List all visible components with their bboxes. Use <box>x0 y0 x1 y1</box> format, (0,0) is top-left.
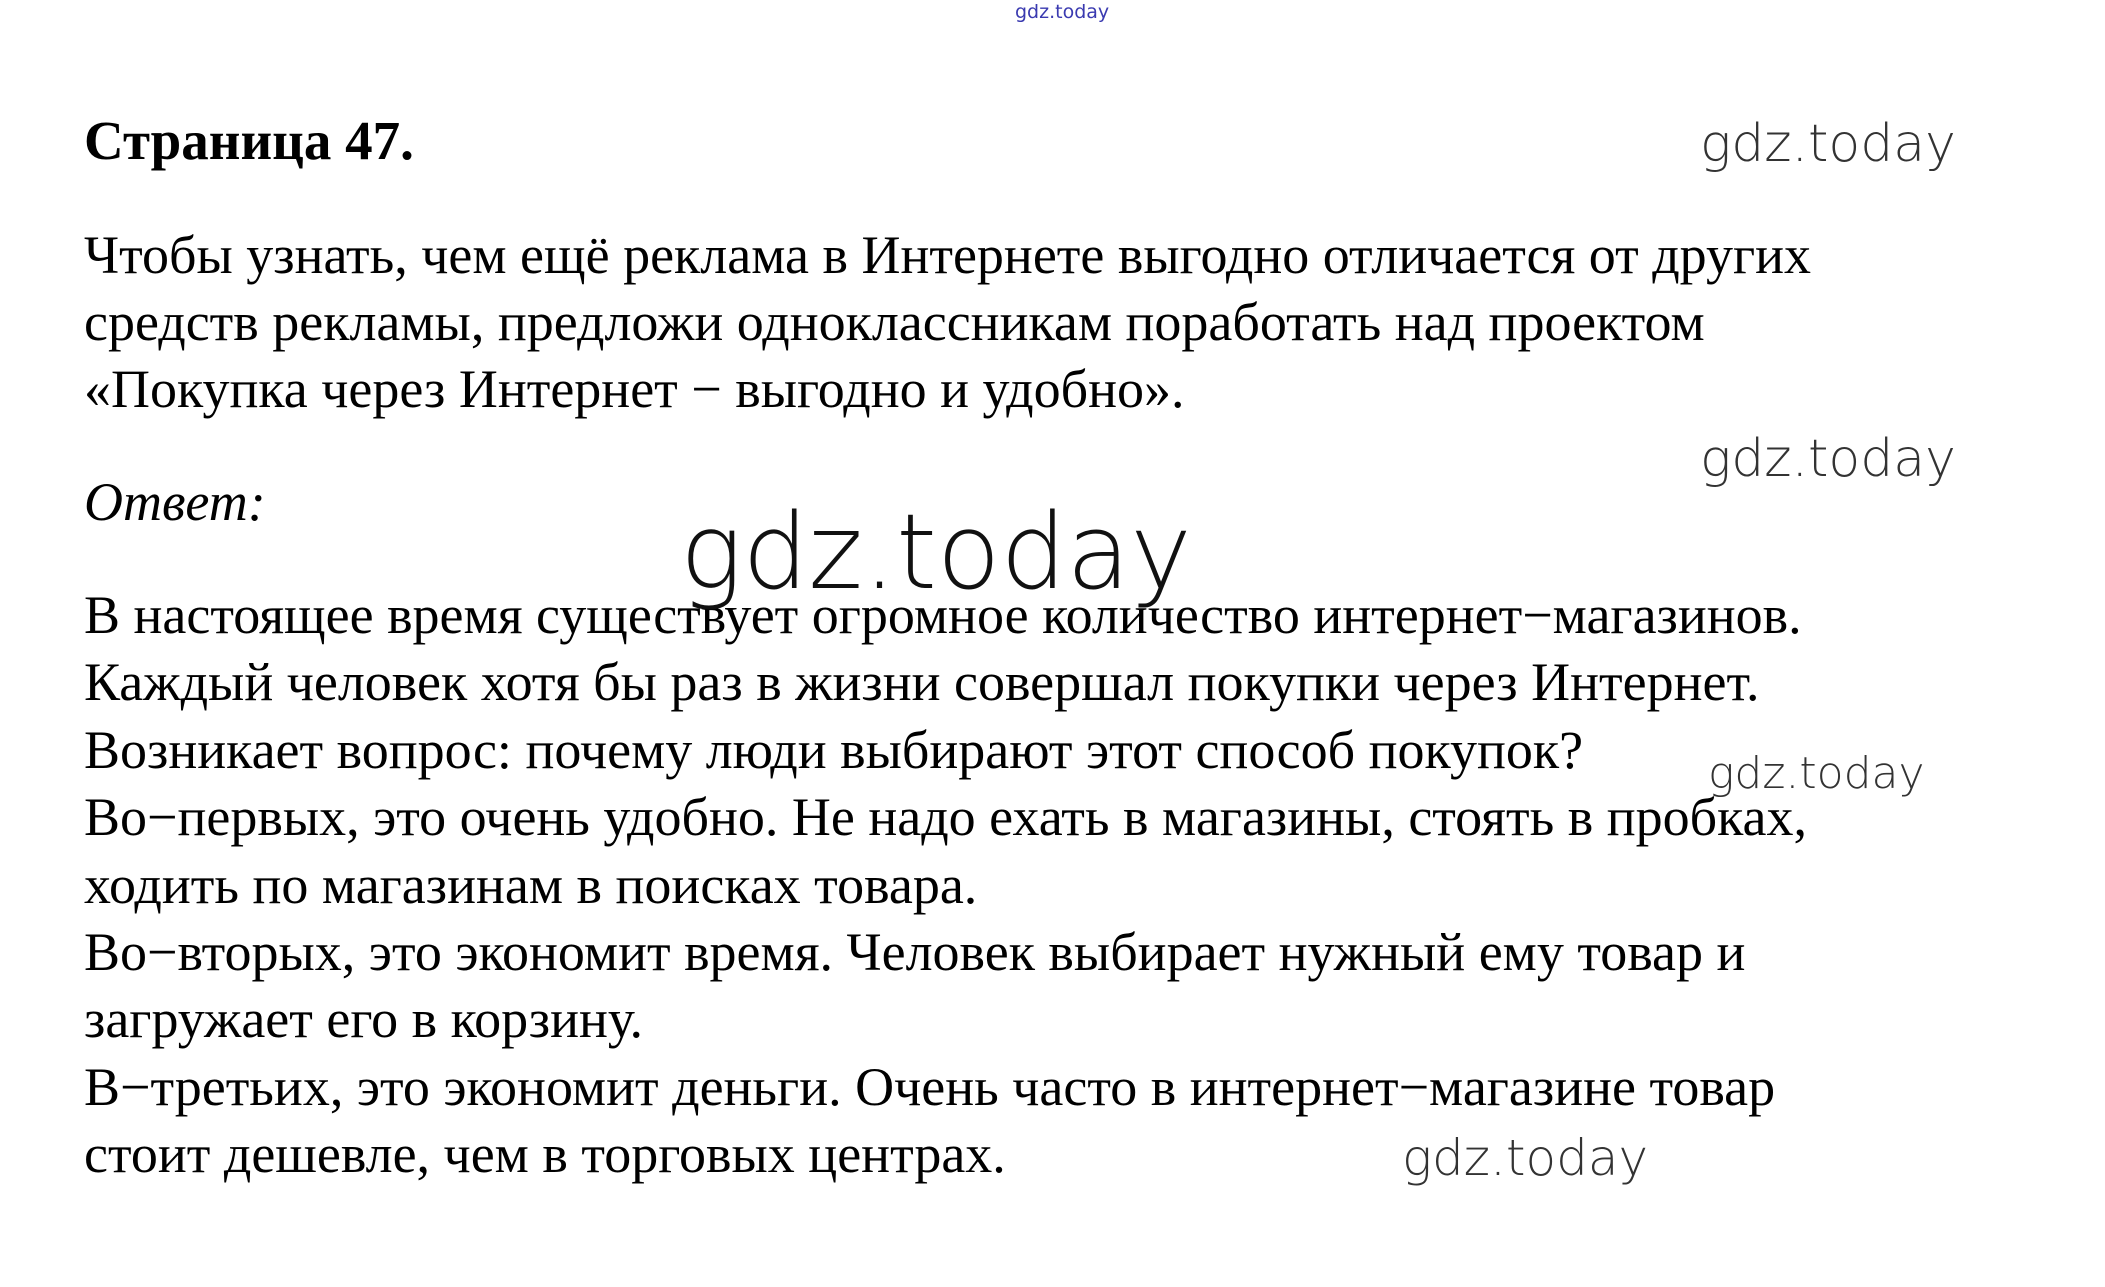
answer-line: стоит дешевле, чем в торговых центрах. <box>84 1124 1006 1185</box>
answer-text <box>84 582 2044 1189</box>
answer-line: Возникает вопрос: почему люди выбирают этот способ покупок? <box>84 719 1584 780</box>
watermark-big: gdz.today <box>680 491 1192 613</box>
watermark-3: gdz.today <box>1708 748 1925 799</box>
answer-line: загружает его в корзину. <box>84 989 644 1050</box>
watermark-tiny: gdz.today <box>1015 1 1110 23</box>
watermark-4: gdz.today <box>1402 1129 1649 1187</box>
watermark-1: gdz.today <box>1700 114 1956 174</box>
answer-line: В−третьих, это экономит деньги. Очень часто в интернет−магазине товар <box>84 1056 1776 1117</box>
answer-line: Во−вторых, это экономит время. Человек выбирает нужный ему товар и <box>84 922 1746 983</box>
answer-line: В настоящее время существует огромное количество интернет−магазинов. <box>84 585 1802 645</box>
page-title: Страница 47. <box>84 110 414 171</box>
task-line: средств рекламы, предложи одноклассникам поработать над проектом <box>84 292 1705 352</box>
answer-line: Каждый человек хотя бы раз в жизни совершал покупки через Интернет. <box>84 652 1760 713</box>
watermark-2: gdz.today <box>1700 429 1956 489</box>
task-text <box>84 222 2024 423</box>
answer-label: Ответ: <box>84 472 266 532</box>
answer-line: ходить по магазинам в поисках товара. <box>84 854 978 915</box>
answer-line: Во−первых, это очень удобно. Не надо ехать в магазины, стоять в пробках, <box>84 787 1807 848</box>
task-line: Чтобы узнать, чем ещё реклама в Интернете выгодно отличается от других <box>84 225 1811 285</box>
task-line: «Покупка через Интернет − выгодно и удобно». <box>84 359 1185 419</box>
